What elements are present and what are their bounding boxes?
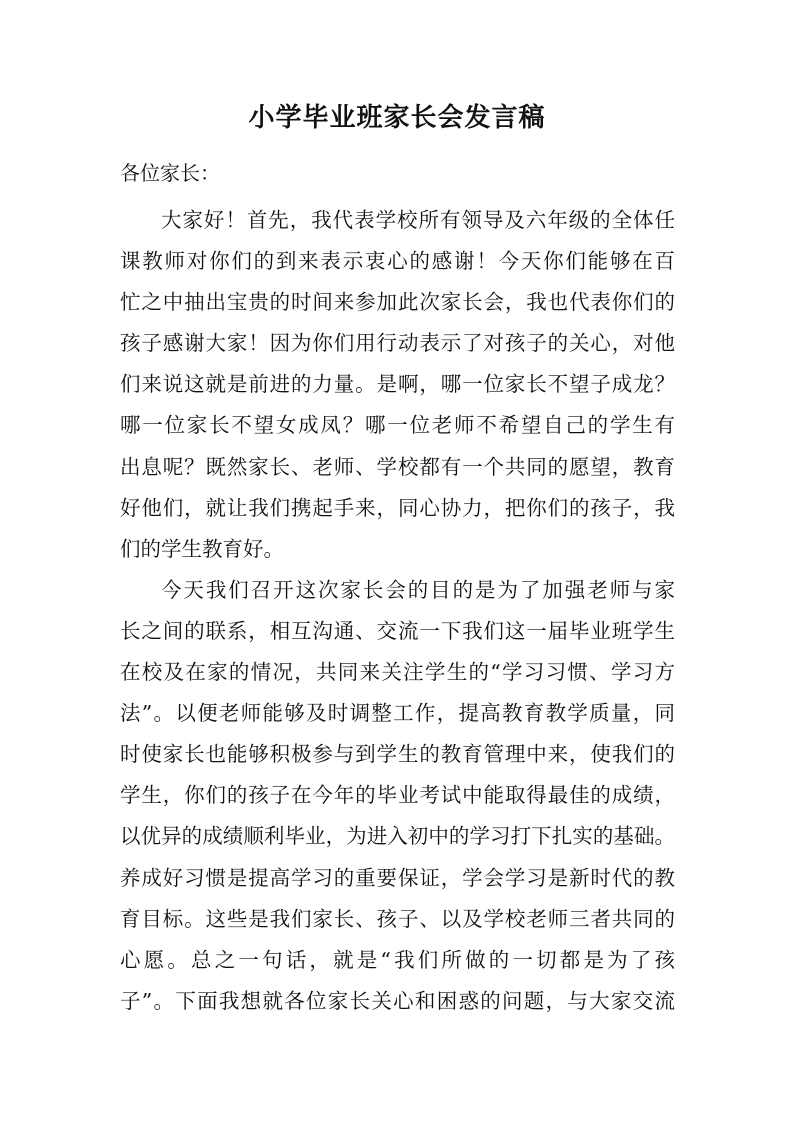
text-line: 育目标。这些是我们家长、孩子、以及学校老师三者共同的: [120, 906, 675, 931]
text-line: 在校及在家的情况，共同来关注学生的“学习习惯、学习方: [120, 660, 675, 685]
text-line: 忙之中抽出宝贵的时间来参加此次家长会，我也代表你们的: [120, 290, 675, 315]
text-line: 哪一位家长不望女成凤？哪一位老师不希望自己的学生有: [120, 413, 675, 438]
text-line: 们来说这就是前进的力量。是啊，哪一位家长不望子成龙？: [120, 372, 675, 397]
text-line: 子”。下面我想就各位家长关心和困惑的问题，与大家交流: [120, 988, 675, 1013]
text-line: 孩子感谢大家！因为你们用行动表示了对孩子的关心，对他: [120, 331, 675, 356]
text-line: 好他们，就让我们携起手来，同心协力，把你们的孩子，我: [120, 495, 675, 520]
document-body: [120, 200, 675, 1022]
text-line: 今天我们召开这次家长会的目的是为了加强老师与家: [161, 577, 675, 602]
text-line: 长之间的联系，相互沟通、交流一下我们这一届毕业班学生: [120, 618, 675, 643]
text-line: 出息呢？既然家长、老师、学校都有一个共同的愿望，教育: [120, 454, 675, 479]
salutation: 各位家长：: [120, 161, 220, 185]
text-line: 大家好！首先，我代表学校所有领导及六年级的全体任: [161, 208, 675, 232]
text-line: 心愿。总之一句话，就是“我们所做的一切都是为了孩: [120, 947, 675, 972]
text-line: 养成好习惯是提高学习的重要保证，学会学习是新时代的教: [120, 865, 675, 890]
paragraph-1: [120, 200, 675, 570]
text-line: 法”。以便老师能够及时调整工作，提高教育教学质量，同: [120, 701, 675, 726]
text-line: 以优异的成绩顺利毕业，为进入初中的学习打下扎实的基础。: [120, 824, 675, 849]
document-title: 小学毕业班家长会发言稿: [248, 103, 546, 133]
text-line: 时使家长也能够积极参与到学生的教育管理中来，使我们的: [120, 742, 675, 767]
paragraph-2: [120, 570, 675, 1022]
text-line: 学生，你们的孩子在今年的毕业考试中能取得最佳的成绩，: [120, 783, 675, 808]
text-line: 课教师对你们的到来表示衷心的感谢！今天你们能够在百: [120, 249, 675, 274]
text-line: 们的学生教育好。: [120, 536, 284, 561]
